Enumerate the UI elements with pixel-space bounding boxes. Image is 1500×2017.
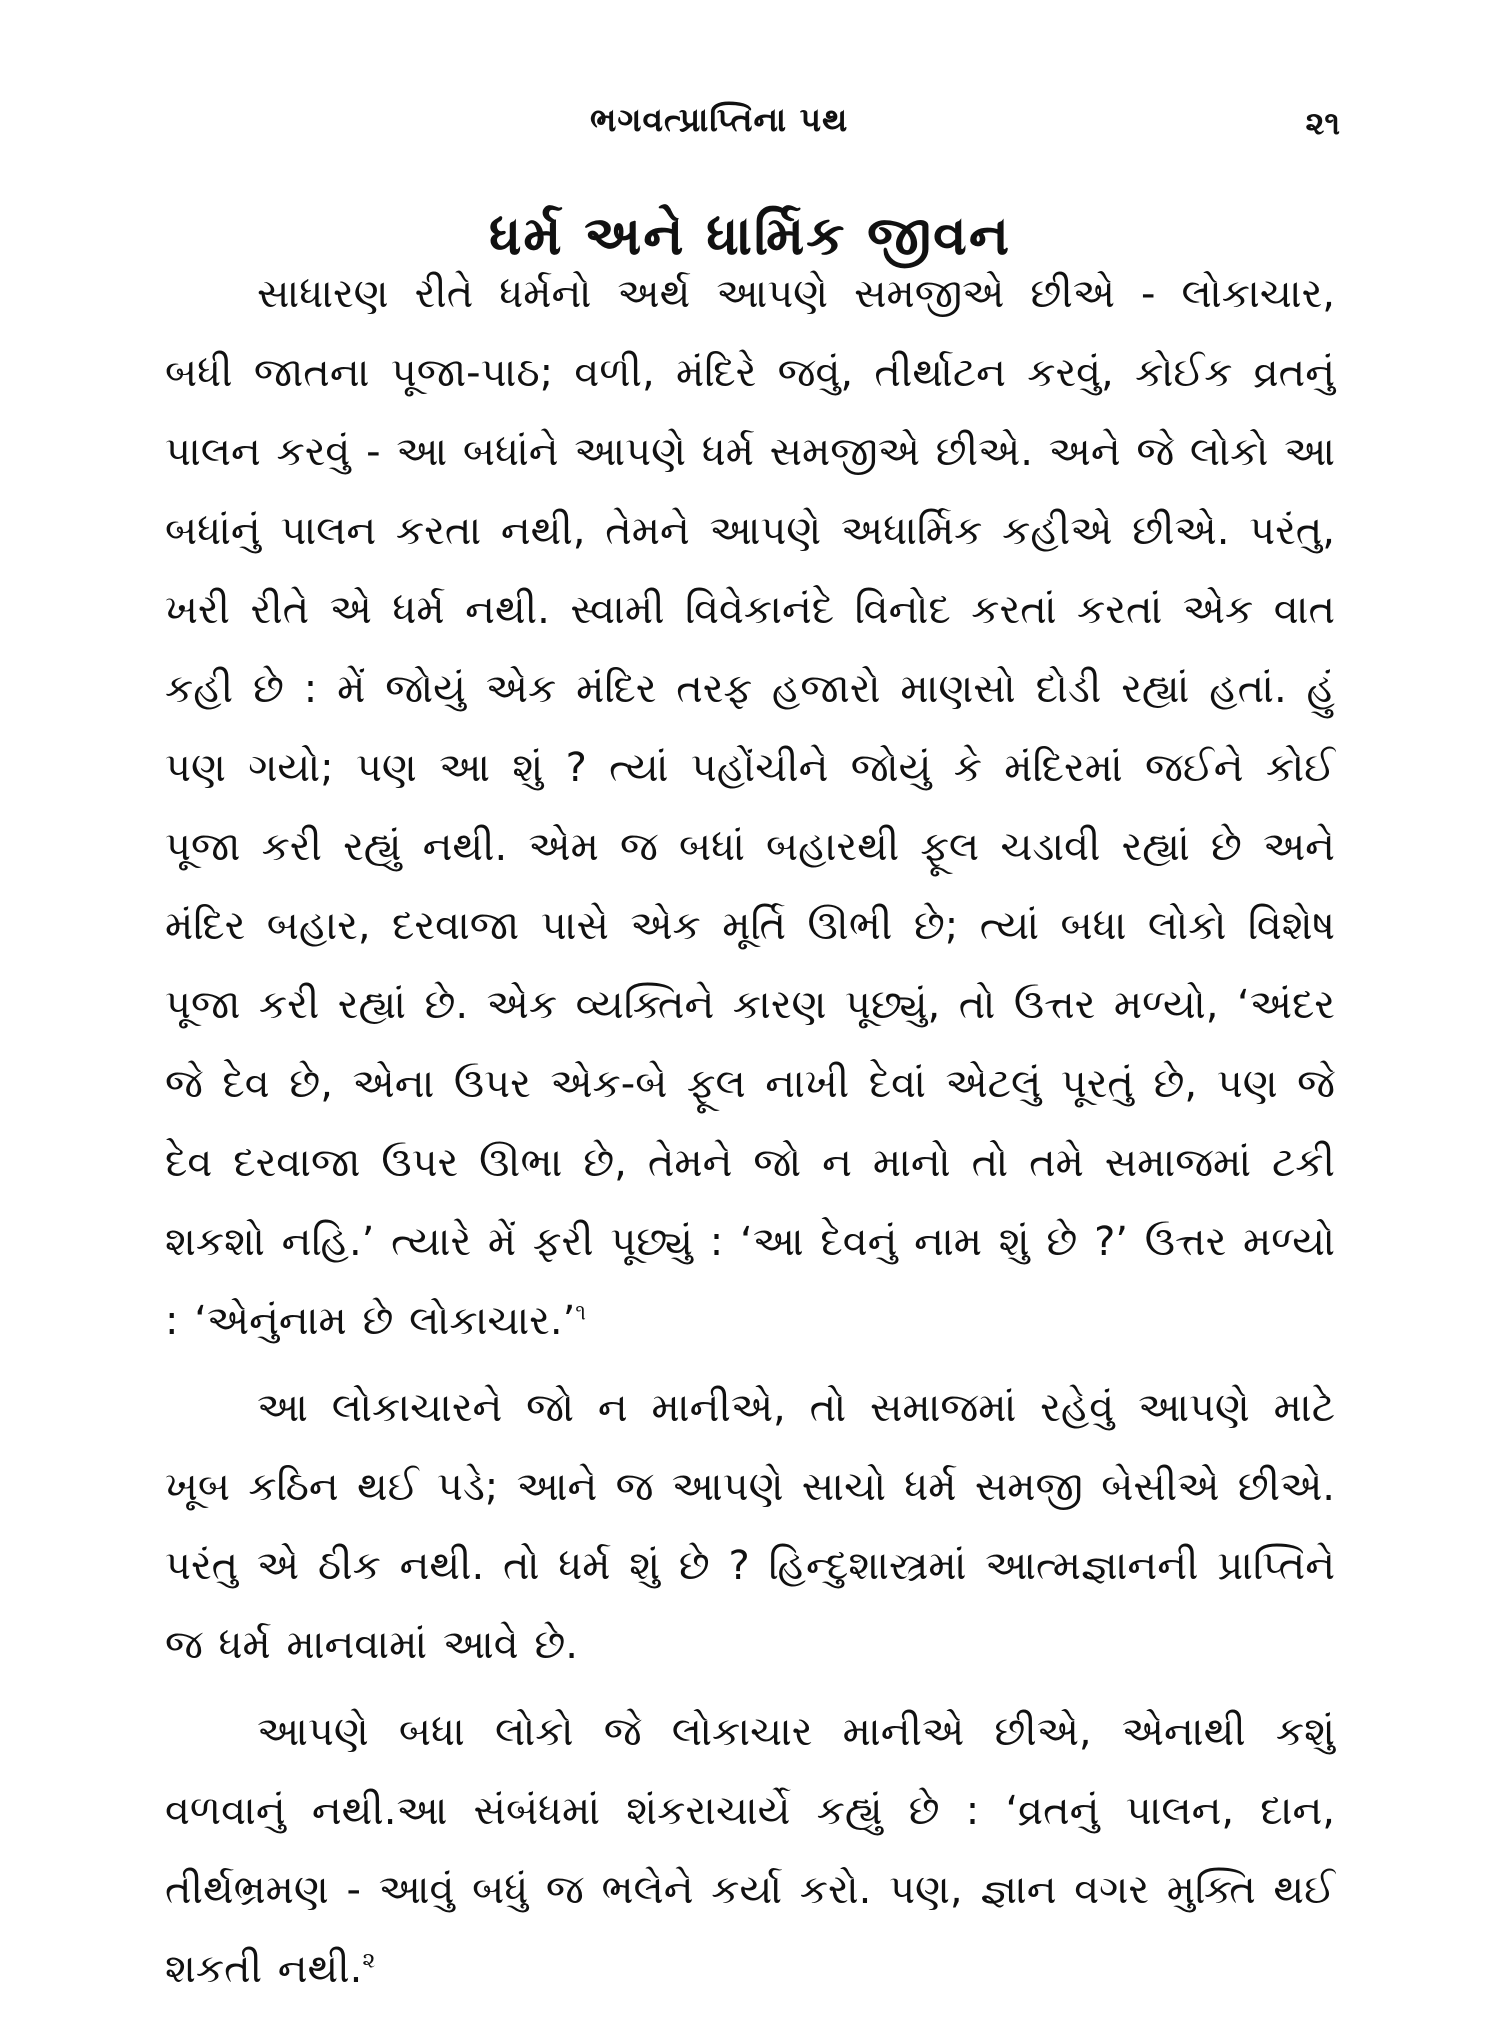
paragraph-2 (165, 1369, 1335, 1685)
paragraph-1 (165, 255, 1335, 1361)
page-number: ૨૧ (1305, 104, 1340, 142)
paragraph-1-text: સાધારણ રીતે ધર્મનો અર્થ આપણે સમજીએ છીએ - લોકાચાર, બધી જાતના પૂજા-પાઠ; વળી, મંદિરે જવું, તીર્થાટન કરવું, કોઈક વ્રતનું પાલન કરવું - આ બધાંને આપણે ધર્મ સમજીએ છીએ. અને જે લોકો આ બધાંનું પાલન કરતા નથી, તેમને આપણે અધાર્મિક કહીએ છીએ. પરંતુ, ખરી રીતે એ ધર્મ નથી. સ્વામી વિવેકાનંદે વિનોદ કરતાં કરતાં એક વાત કહી છે : મેં જોયું એક મંદિર તરફ હજારો માણસો દોડી રહ્યાં હતાં. હું પણ ગયો; પણ આ શું ? ત્યાં પહોંચીને જોયું કે મંદિરમાં જઈને કોઈ પૂજા કરી રહ્યું નથી. એમ જ બધાં બહારથી ફૂલ ચડાવી રહ્યાં છે અને મંદિર બહાર, દરવાજા પાસે એક મૂર્તિ ઊભી છે; ત્યાં બધા લોકો વિશેષ પૂજા કરી રહ્યાં છે. એક વ્યક્તિને કારણ પૂછ્યું, તો ઉત્તર મળ્યો, ‘અંદર જે દેવ છે, એના ઉપર એક-બે ફૂલ નાખી દેવાં એટલું પૂરતું છે, પણ જે દેવ દરવાજા ઉપર ઊભા છે, તેમને જો ન માનો તો તમે સમાજમાં ટકી શકશો નહિ.’ ત્યારે મેં ફરી પૂછ્યું : ‘આ દેવનું નામ શું છે ?’ ઉત્તર મળ્યો : ‘એનુંનામ છે લોકાચાર.’ (165, 271, 1335, 1344)
footnote-marker-1: ૧ (575, 1300, 587, 1326)
running-header (0, 100, 1500, 160)
running-title: ભગવત્પ્રાપ્તિના પથ (590, 100, 849, 139)
footnote-marker-2: ૨ (362, 1948, 376, 1974)
chapter-title: ધર્મ અને ધાર્મિક જીવન (488, 204, 1012, 268)
paragraph-2-text: આ લોકાચારને જો ન માનીએ, તો સમાજમાં રહેવું આપણે માટે ખૂબ કઠિન થઈ પડે; આને જ આપણે સાચો ધર્મ સમજી બેસીએ છીએ. પરંતુ એ ઠીક નથી. તો ધર્મ શું છે ? હિન્દુશાસ્ત્રમાં આત્મજ્ઞાનની પ્રાપ્તિને જ ધર્મ માનવામાં આવે છે. (165, 1385, 1335, 1668)
body-text (165, 255, 1335, 2017)
paragraph-3-text: આપણે બધા લોકો જે લોકાચાર માનીએ છીએ, એનાથી કશું વળવાનું નથી.આ સંબંધમાં શંકરાચાર્યે કહ્યું છે : ‘વ્રતનું પાલન, દાન, તીર્થભ્રમણ - આવું બધું જ ભલેને કર્યા કરો. પણ, જ્ઞાન વગર મુક્તિ થઈ શકતી નથી. (165, 1709, 1335, 1992)
paragraph-3 (165, 1693, 1335, 2009)
